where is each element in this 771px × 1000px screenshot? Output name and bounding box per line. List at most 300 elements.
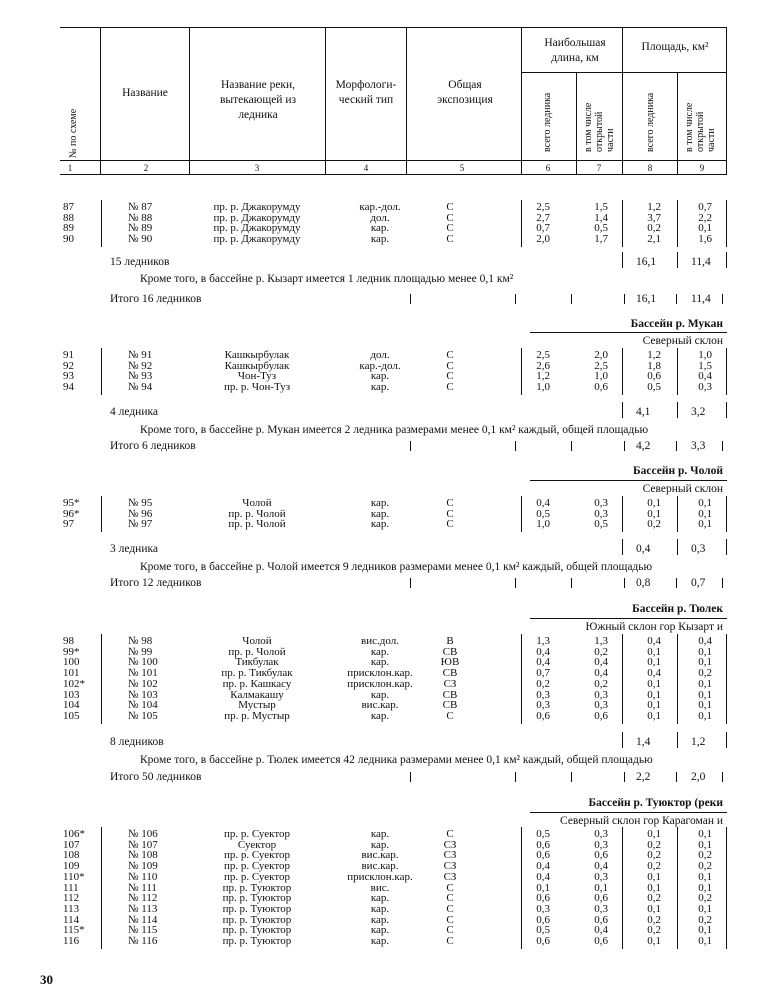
area-open: 0,1 (698, 871, 712, 883)
page-number: 30 (40, 972, 53, 987)
col-divider (726, 27, 727, 174)
length-total: 0,6 (536, 849, 550, 861)
area-total: 0,1 (647, 656, 661, 668)
length-total: 0,4 (536, 646, 550, 658)
length-open: 0,6 (594, 935, 608, 947)
area-open: 0,1 (698, 924, 712, 936)
header-area-group: Площадь, км² (641, 41, 709, 53)
scheme-number: 102* (63, 678, 85, 690)
subtotal-open-area: 3,2 (691, 406, 706, 418)
glacier-name: № 97 (128, 518, 153, 530)
area-open: 0,1 (698, 497, 712, 509)
length-total: 0,5 (536, 828, 550, 840)
table-row (0, 711, 771, 722)
area-open: 0,1 (698, 710, 712, 722)
slope-heading: Северный склон гор Карагоман и (560, 815, 723, 827)
length-open: 0,3 (594, 839, 608, 851)
morph-type: кар. (370, 710, 390, 722)
area-open: 0,2 (698, 892, 712, 904)
morph-type: кар. (370, 497, 390, 509)
morph-type: кар. (370, 370, 390, 382)
length-open: 0,5 (594, 518, 608, 530)
glacier-name: № 104 (128, 699, 158, 711)
length-open: 0,3 (594, 508, 608, 520)
length-total: 0,6 (536, 935, 550, 947)
glacier-name: № 111 (128, 882, 157, 894)
length-total: 0,6 (536, 839, 550, 851)
col-divider (726, 252, 727, 268)
area-total: 3,7 (647, 212, 661, 224)
scheme-number: 95* (63, 497, 80, 509)
col-divider (677, 72, 678, 174)
area-open: 0,1 (698, 828, 712, 840)
area-total: 0,5 (647, 381, 661, 393)
area-total: 1,2 (647, 201, 661, 213)
area-open: 0,4 (698, 370, 712, 382)
area-total: 1,8 (647, 360, 661, 372)
column-tick (571, 578, 572, 588)
total-open-area: 2,0 (691, 771, 706, 783)
length-total: 0,4 (536, 860, 550, 872)
glacier-name: № 112 (128, 892, 158, 904)
morph-type: кар. (370, 914, 390, 926)
area-open: 0,1 (698, 646, 712, 658)
morph-type: кар. (370, 924, 390, 936)
header-col2: Название (122, 87, 168, 99)
table-row (0, 936, 771, 947)
column-tick (722, 294, 723, 304)
scheme-number: 107 (63, 839, 80, 851)
morph-type: вис.кар. (361, 860, 399, 872)
header-col4: Морфологи- ческий тип (335, 79, 397, 106)
basin-heading: Бассейн р. Тюлек (632, 603, 723, 615)
area-total: 0,4 (647, 667, 661, 679)
glacier-name: № 105 (128, 710, 158, 722)
river-name: Тикбулак (235, 656, 279, 668)
scheme-number: 115* (63, 924, 85, 936)
area-open: 0,1 (698, 903, 712, 915)
river-name: пр. р. Туюктор (222, 882, 292, 894)
length-open: 0,4 (594, 924, 608, 936)
header-col8: всего ледника (645, 92, 656, 152)
subtotal-label: 8 ледников (110, 736, 164, 748)
total-open-area: 11,4 (691, 293, 711, 305)
morph-type: кар.-дол. (359, 201, 401, 213)
length-total: 2,0 (536, 233, 550, 245)
area-open: 0,1 (698, 935, 712, 947)
col-divider (622, 732, 623, 748)
glacier-name: № 106 (128, 828, 158, 840)
total-open-area: 0,7 (691, 577, 706, 589)
length-open: 0,4 (594, 860, 608, 872)
area-open: 0,1 (698, 518, 712, 530)
scheme-number: 90 (63, 233, 74, 245)
exposition: С (446, 212, 454, 224)
glacier-name: № 109 (128, 860, 158, 872)
river-name: Чолой (242, 497, 272, 509)
note-text: Кроме того, в бассейне р. Тюлек имеется 42 ледника размерами менее 0,1 км² каждый, общей площадью (140, 754, 653, 766)
area-open: 1,5 (698, 360, 712, 372)
glacier-name: № 101 (128, 667, 158, 679)
glacier-name: № 95 (128, 497, 153, 509)
morph-type: присклон.кар. (347, 667, 413, 679)
exposition: С (446, 518, 454, 530)
morph-type: кар. (370, 381, 390, 393)
length-total: 1,0 (536, 381, 550, 393)
river-name: пр. р. Туюктор (222, 914, 292, 926)
scheme-number: 112 (63, 892, 80, 904)
total-area: 4,2 (636, 440, 651, 452)
col-divider (325, 27, 326, 174)
exposition: СВ (442, 667, 458, 679)
area-open: 0,2 (698, 849, 712, 861)
river-name: Мустыр (238, 699, 276, 711)
river-name: пр. р. Туюктор (222, 935, 292, 947)
exposition: С (446, 233, 454, 245)
scheme-number: 103 (63, 689, 80, 701)
glacier-name: № 115 (128, 924, 158, 936)
morph-type: дол. (370, 349, 390, 361)
length-total: 0,6 (536, 892, 550, 904)
length-open: 1,4 (594, 212, 608, 224)
length-open: 0,3 (594, 903, 608, 915)
col-divider (406, 27, 407, 174)
col-divider (677, 402, 678, 418)
glacier-name: № 99 (128, 646, 153, 658)
river-name: пр. р. Чон-Туз (223, 381, 291, 393)
column-tick (624, 294, 625, 304)
area-total: 0,1 (647, 871, 661, 883)
slope-rule (530, 480, 727, 481)
morph-type: кар. (370, 222, 390, 234)
river-name: пр. р. Кашкасу (222, 678, 292, 690)
area-total: 0,2 (647, 892, 661, 904)
exposition: СЗ (443, 839, 457, 851)
area-total: 0,1 (647, 882, 661, 894)
length-open: 0,3 (594, 699, 608, 711)
length-total: 0,7 (536, 667, 550, 679)
total-area: 2,2 (636, 771, 651, 783)
morph-type: кар. (370, 656, 390, 668)
column-tick (410, 772, 411, 782)
scheme-number: 88 (63, 212, 74, 224)
length-total: 0,3 (536, 689, 550, 701)
area-total: 0,1 (647, 646, 661, 658)
morph-type: дол. (370, 212, 390, 224)
morph-type: вис.дол. (361, 635, 399, 647)
length-open: 0,6 (594, 849, 608, 861)
scheme-number: 109 (63, 860, 80, 872)
exposition: В (446, 635, 454, 647)
exposition: С (446, 903, 454, 915)
glacier-name: № 113 (128, 903, 158, 915)
col-divider (622, 539, 623, 555)
scheme-number: 105 (63, 710, 80, 722)
glacier-name: № 110 (128, 871, 158, 883)
glacier-name: № 90 (128, 233, 153, 245)
colnum-9: 9 (699, 163, 705, 173)
exposition: С (446, 349, 454, 361)
glacier-name: № 96 (128, 508, 153, 520)
column-tick (410, 294, 411, 304)
total-area: 0,8 (636, 577, 651, 589)
morph-type: кар. (370, 646, 390, 658)
col-divider (726, 539, 727, 555)
area-total: 0,2 (647, 924, 661, 936)
river-name: пр. р. Чолой (228, 508, 286, 520)
header-col3: Название реки, вытекающей из ледника (219, 79, 297, 121)
length-open: 2,5 (594, 360, 608, 372)
length-open: 1,5 (594, 201, 608, 213)
total-area: 16,1 (636, 293, 657, 305)
exposition: С (446, 360, 454, 372)
morph-type: присклон.кар. (347, 871, 413, 883)
area-total: 0,1 (647, 508, 661, 520)
length-total: 1,2 (536, 370, 550, 382)
header-col9: в том числе открытой части (684, 102, 717, 152)
length-open: 0,6 (594, 710, 608, 722)
scheme-number: 87 (63, 201, 74, 213)
subtotal-label: 4 ледника (110, 406, 158, 418)
river-name: пр. р. Джакорумду (213, 222, 301, 234)
subtotal-open-area: 1,2 (691, 736, 706, 748)
morph-type: кар. (370, 233, 390, 245)
area-total: 0,1 (647, 710, 661, 722)
length-total: 0,2 (536, 678, 550, 690)
river-name: Чон-Туз (237, 370, 277, 382)
col-divider (726, 402, 727, 418)
area-total: 0,1 (647, 935, 661, 947)
column-tick (676, 772, 677, 782)
exposition: СВ (442, 646, 458, 658)
river-name: пр. р. Суектор (223, 828, 291, 840)
morph-type: кар. (370, 828, 390, 840)
subtotal-area: 1,4 (636, 736, 651, 748)
area-total: 0,1 (647, 689, 661, 701)
length-total: 0,4 (536, 656, 550, 668)
total-open-area: 3,3 (691, 440, 706, 452)
col-divider (521, 27, 522, 174)
exposition: СВ (442, 699, 458, 711)
length-open: 0,4 (594, 656, 608, 668)
exposition: ЮВ (440, 656, 460, 668)
area-open: 0,1 (698, 508, 712, 520)
column-tick (624, 441, 625, 451)
area-open: 0,1 (698, 839, 712, 851)
col-divider (622, 27, 623, 174)
river-name: пр. р. Чолой (228, 646, 286, 658)
exposition: С (446, 882, 454, 894)
glacier-name: № 87 (128, 201, 153, 213)
area-open: 0,1 (698, 882, 712, 894)
length-total: 0,3 (536, 903, 550, 915)
subtotal-area: 4,1 (636, 406, 651, 418)
length-total: 2,6 (536, 360, 550, 372)
length-open: 0,1 (594, 882, 608, 894)
slope-heading: Северный склон (642, 483, 723, 495)
glacier-name: № 103 (128, 689, 158, 701)
area-total: 0,2 (647, 839, 661, 851)
exposition: СЗ (443, 871, 457, 883)
scheme-number: 94 (63, 381, 74, 393)
col-divider (677, 539, 678, 555)
column-tick (624, 578, 625, 588)
scheme-number: 93 (63, 370, 74, 382)
length-open: 1,0 (594, 370, 608, 382)
river-name: пр. р. Суектор (223, 849, 291, 861)
river-name: пр. р. Суектор (223, 860, 291, 872)
morph-type: присклон.кар. (347, 678, 413, 690)
scheme-number: 89 (63, 222, 74, 234)
river-name: пр. р. Чолой (228, 518, 286, 530)
length-total: 0,6 (536, 710, 550, 722)
length-total: 0,4 (536, 871, 550, 883)
column-tick (515, 294, 516, 304)
river-name: Суектор (237, 839, 277, 851)
col-divider (677, 252, 678, 268)
length-open: 0,3 (594, 828, 608, 840)
glacier-name: № 88 (128, 212, 153, 224)
basin-heading: Бассейн р. Чолой (633, 465, 723, 477)
length-open: 0,3 (594, 689, 608, 701)
basin-heading: Бассейн р. Мукан (630, 318, 723, 330)
length-open: 0,3 (594, 871, 608, 883)
length-total: 1,0 (536, 518, 550, 530)
glacier-name: № 100 (128, 656, 158, 668)
column-tick (515, 441, 516, 451)
column-tick (571, 294, 572, 304)
column-tick (515, 772, 516, 782)
length-total: 2,5 (536, 201, 550, 213)
morph-type: кар. (370, 839, 390, 851)
morph-type: кар.-дол. (359, 360, 401, 372)
glacier-name: № 89 (128, 222, 153, 234)
length-total: 0,6 (536, 914, 550, 926)
exposition: С (446, 828, 454, 840)
glacier-name: № 98 (128, 635, 153, 647)
length-open: 1,3 (594, 635, 608, 647)
area-total: 0,2 (647, 849, 661, 861)
table-row (0, 382, 771, 393)
colnum-5: 5 (459, 163, 465, 173)
scheme-number: 98 (63, 635, 74, 647)
area-open: 1,0 (698, 349, 712, 361)
col-divider (677, 732, 678, 748)
morph-type: кар. (370, 903, 390, 915)
length-open: 0,6 (594, 381, 608, 393)
area-total: 0,2 (647, 518, 661, 530)
total-label: Итого 16 ледников (110, 293, 202, 305)
header-col1: № по схеме (68, 108, 79, 158)
glacier-name: № 91 (128, 349, 153, 361)
scheme-number: 106* (63, 828, 85, 840)
col-divider (622, 402, 623, 418)
exposition: С (446, 370, 454, 382)
colnum-8: 8 (647, 163, 653, 173)
area-open: 0,2 (698, 860, 712, 872)
length-total: 0,3 (536, 699, 550, 711)
glacier-name: № 92 (128, 360, 153, 372)
column-tick (571, 772, 572, 782)
col-divider (622, 252, 623, 268)
area-total: 0,6 (647, 370, 661, 382)
slope-heading: Южный склон гор Кызарт и (585, 621, 723, 633)
area-open: 0,2 (698, 914, 712, 926)
note-text: Кроме того, в бассейне р. Кызарт имеется 1 ледник площадью менее 0,1 км² (140, 273, 514, 285)
column-tick (722, 772, 723, 782)
area-open: 0,1 (698, 656, 712, 668)
header-length-group: Наибольшая длина, км (544, 37, 606, 64)
basin-heading: Бассейн р. Туюктор (реки (588, 797, 723, 809)
column-tick (515, 578, 516, 588)
table-row (0, 234, 771, 245)
col-divider (726, 732, 727, 748)
slope-rule (530, 332, 727, 333)
scheme-number: 100 (63, 656, 80, 668)
colnum-1: 1 (67, 163, 73, 173)
river-name: пр. р. Джакорумду (213, 233, 301, 245)
scheme-number: 96* (63, 508, 80, 520)
exposition: СЗ (443, 678, 457, 690)
length-total: 0,1 (536, 882, 550, 894)
length-open: 1,7 (594, 233, 608, 245)
slope-rule (530, 812, 727, 813)
colnum-3: 3 (254, 163, 260, 173)
colnum-7: 7 (596, 163, 602, 173)
scheme-number: 101 (63, 667, 80, 679)
exposition: С (446, 201, 454, 213)
area-open: 0,1 (698, 678, 712, 690)
exposition: С (446, 497, 454, 509)
area-total: 0,1 (647, 678, 661, 690)
glacier-name: № 116 (128, 935, 158, 947)
area-total: 0,1 (647, 903, 661, 915)
length-open: 0,6 (594, 914, 608, 926)
river-name: пр. р. Туюктор (222, 903, 292, 915)
river-name: Кашкырбулак (224, 349, 290, 361)
river-name: Калмакашу (230, 689, 284, 701)
length-open: 0,4 (594, 667, 608, 679)
column-tick (676, 441, 677, 451)
morph-type: кар. (370, 689, 390, 701)
column-tick (571, 441, 572, 451)
scheme-number: 110* (63, 871, 85, 883)
area-open: 0,7 (698, 201, 712, 213)
scheme-number: 99* (63, 646, 80, 658)
length-total: 2,5 (536, 349, 550, 361)
subtotal-open-area: 0,3 (691, 543, 706, 555)
river-name: пр. р. Туюктор (222, 892, 292, 904)
length-open: 0,2 (594, 646, 608, 658)
column-tick (410, 578, 411, 588)
area-total: 0,1 (647, 699, 661, 711)
area-open: 0,2 (698, 667, 712, 679)
column-tick (722, 441, 723, 451)
total-label: Итого 12 ледников (110, 577, 202, 589)
column-tick (624, 772, 625, 782)
morph-type: кар. (370, 892, 390, 904)
area-total: 0,1 (647, 828, 661, 840)
glacier-name: № 108 (128, 849, 158, 861)
total-label: Итого 6 ледников (110, 440, 196, 452)
header-col5: Общая экспозиция (437, 79, 493, 106)
morph-type: кар. (370, 935, 390, 947)
area-open: 0,1 (698, 699, 712, 711)
exposition: С (446, 222, 454, 234)
glacier-name: № 102 (128, 678, 158, 690)
length-total: 0,5 (536, 924, 550, 936)
scheme-number: 108 (63, 849, 80, 861)
